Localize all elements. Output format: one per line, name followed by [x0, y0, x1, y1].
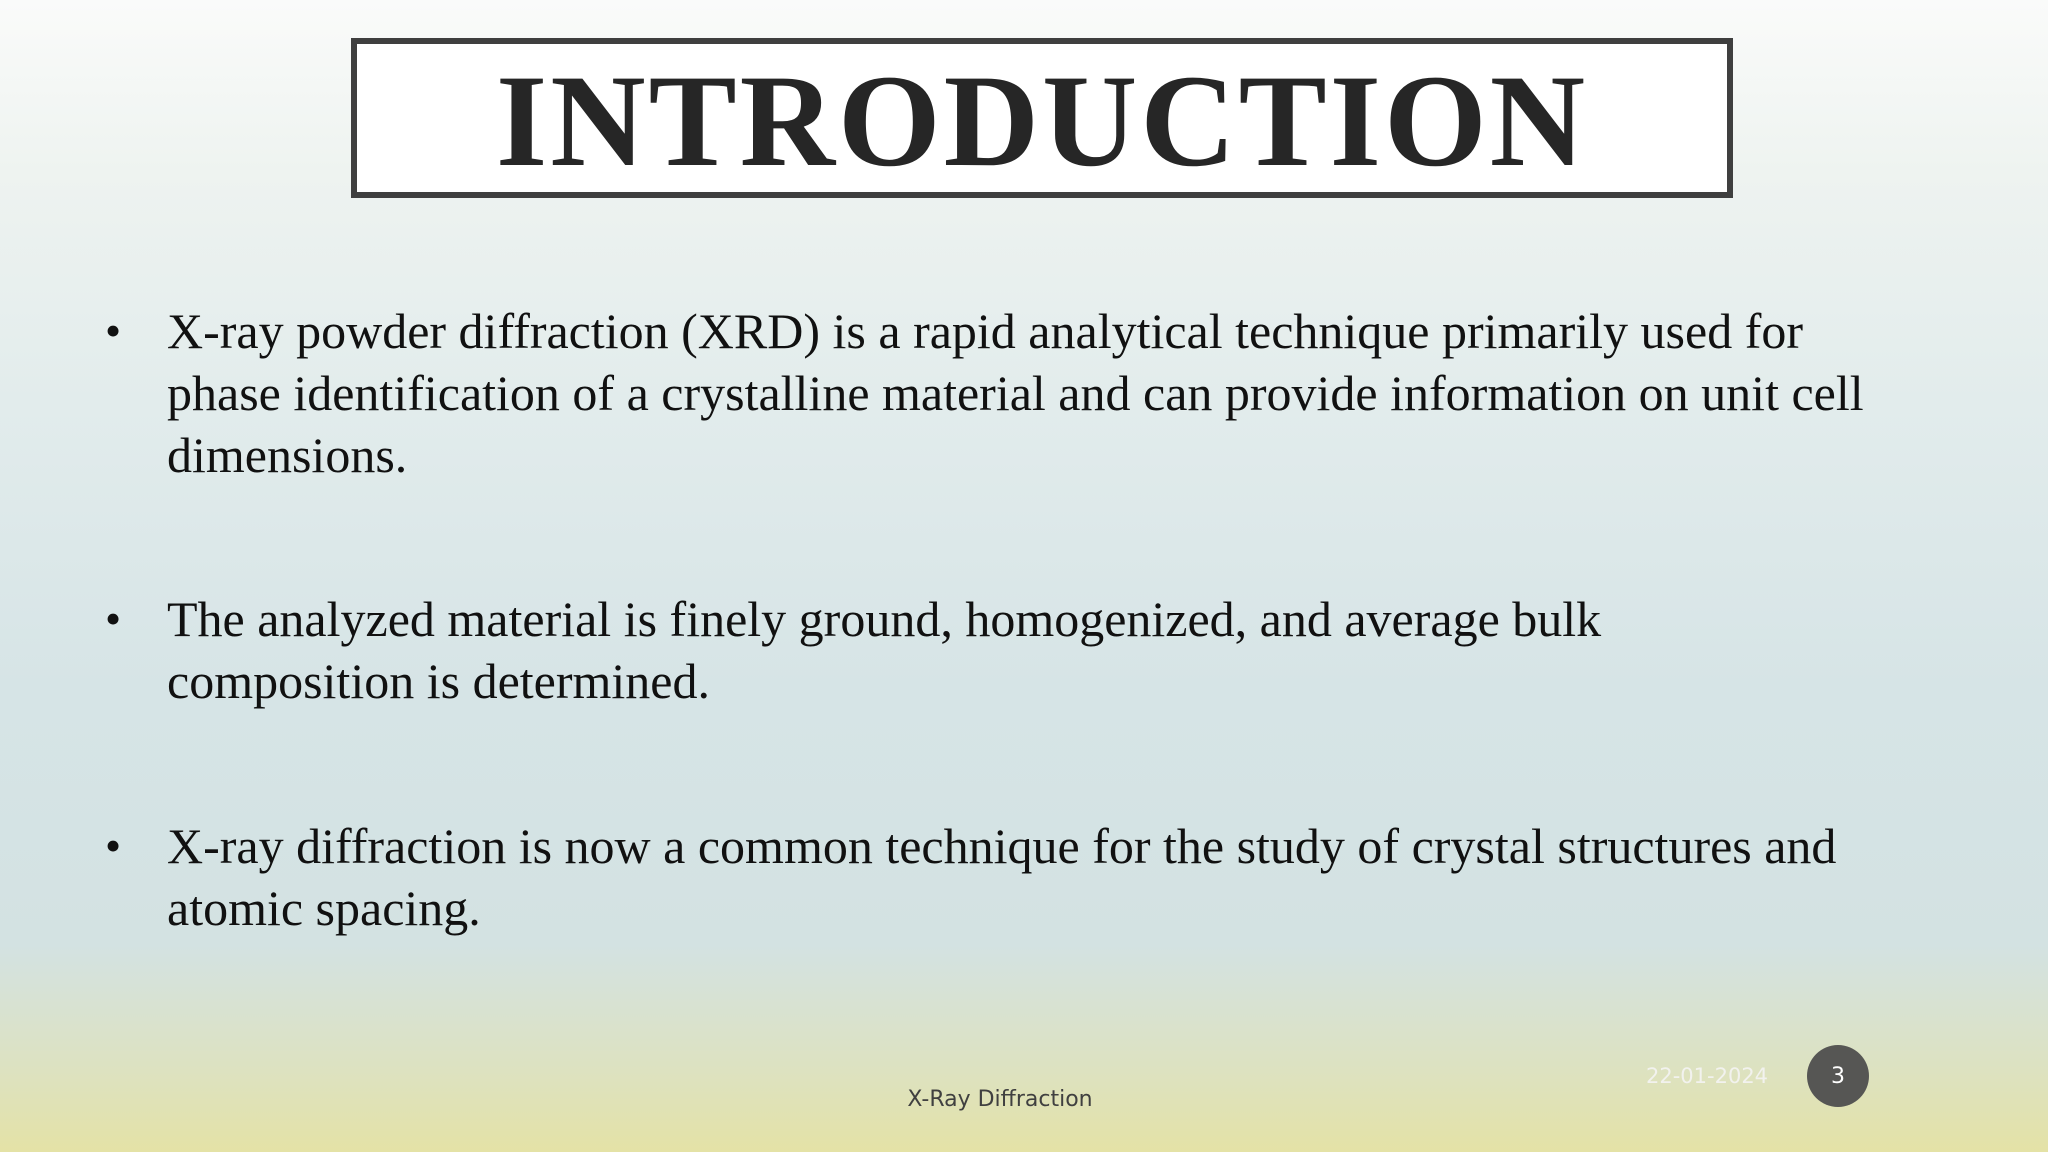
slide-title: INTRODUCTION: [495, 47, 1589, 194]
page-number-badge: 3: [1807, 1045, 1869, 1107]
footer-date: 22-01-2024: [1646, 1064, 1769, 1088]
bullet-text: X-ray powder diffraction (XRD) is a rapid analytical technique primarily used for phase identification of a crystalline material and can provide information on unit cell dimensions.: [167, 303, 1864, 483]
bullet-icon: •: [105, 593, 122, 644]
bullet-item: [105, 300, 1905, 486]
title-box: [351, 38, 1733, 198]
bullet-text: X-ray diffraction is now a common technique for the study of crystal structures and atomic spacing.: [167, 818, 1837, 936]
bullet-icon: •: [105, 820, 122, 871]
bullet-text: The analyzed material is finely ground, homogenized, and average bulk composition is determined.: [167, 591, 1602, 709]
bullet-icon: •: [105, 305, 122, 356]
bullet-item: [105, 588, 1905, 712]
bullet-item: [105, 815, 1905, 939]
footer-title: X-Ray Diffraction: [907, 1087, 1093, 1112]
